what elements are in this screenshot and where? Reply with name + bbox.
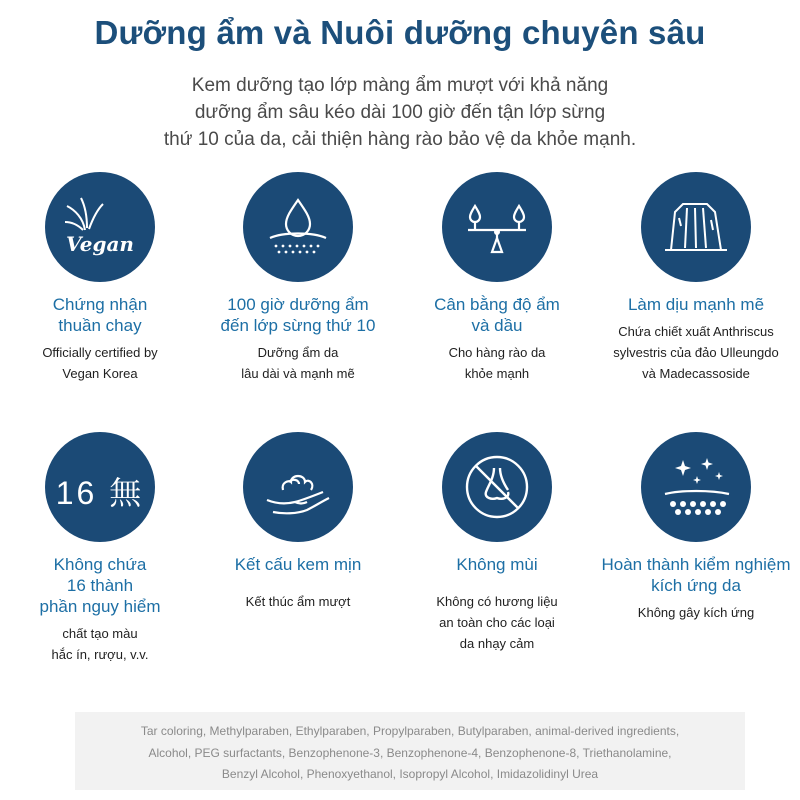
feature-description: Không gây kích ứng — [637, 605, 755, 620]
feature-irritation-tested — [596, 432, 796, 623]
no-fragrance-icon — [442, 432, 552, 542]
page-title: Dưỡng ẩm và Nuôi dưỡng chuyên sâu — [94, 14, 706, 51]
sixteen-free-text: 16 無 — [55, 475, 145, 511]
feature-title: Kết cấu kem mịn — [234, 555, 362, 574]
ingredients-line: Benzyl Alcohol, Phenoxyethanol, Isopropyl Alcohol, Imidazolidinyl Urea — [221, 767, 599, 781]
feature-16-free — [0, 432, 200, 665]
intro-line: dưỡng ẩm sâu kéo dài 100 giờ đến tận lớp sừng — [194, 102, 606, 123]
feature-title: Làm dịu mạnh mẽ — [627, 295, 765, 314]
feature-title: 100 giờ dưỡng ẩm đến lớp sừng thứ 10 — [220, 295, 376, 335]
intro-line: Kem dưỡng tạo lớp màng ẩm mượt với khả năng — [191, 75, 609, 96]
water-drop-icon — [243, 172, 353, 282]
feature-description: chất tạo màu hắc ín, rượu, v.v. — [51, 626, 149, 662]
feature-vegan — [0, 172, 200, 384]
feature-title: Cân bằng độ ẩm và dầu — [434, 295, 560, 335]
ingredients-line: Alcohol, PEG surfactants, Benzophenone-3, Benzophenone-4, Benzophenone-8, Triethanolamine, — [148, 745, 672, 760]
vegan-leaf-icon — [45, 172, 155, 282]
cream-hand-icon — [243, 432, 353, 542]
feature-100h-moisture — [198, 172, 398, 384]
feature-description: Kết thúc ẩm mượt — [245, 594, 351, 609]
feature-title: Không chứa 16 thành phần nguy hiểm — [39, 555, 161, 616]
feature-description: Officially certified by Vegan Korea — [42, 345, 158, 381]
balance-scale-icon — [442, 172, 552, 282]
feature-description: Cho hàng rào da khỏe mạnh — [448, 345, 546, 381]
feature-title: Hoàn thành kiểm nghiệm kích ứng da — [601, 555, 791, 595]
ingredients-list-box — [75, 712, 745, 790]
feature-cream-texture — [198, 432, 398, 612]
waterfall-cliff-icon — [641, 172, 751, 282]
feature-description: Dưỡng ẩm da lâu dài và mạnh mẽ — [241, 345, 355, 381]
vegan-logo-text: Vegan — [66, 232, 134, 256]
intro-line: thứ 10 của da, cải thiện hàng rào bảo vệ da khỏe mạnh. — [163, 129, 637, 150]
intro-paragraph — [90, 72, 710, 153]
feature-description: Không có hương liệu an toàn cho các loại da nhạy cảm — [436, 594, 558, 651]
feature-title: Chứng nhận thuần chay — [52, 295, 148, 335]
ingredients-line: Tar coloring, Methylparaben, Ethylparaben, Propylparaben, Butylparaben, animal-derived ingredients, — [140, 724, 680, 738]
feature-title: Không mùi — [456, 555, 538, 574]
sixteen-free-icon — [45, 432, 155, 542]
sparkle-skin-icon — [641, 432, 751, 542]
feature-soothing — [596, 172, 796, 384]
feature-fragrance-free — [397, 432, 597, 654]
feature-balance — [397, 172, 597, 384]
feature-description: Chứa chiết xuất Anthriscus sylvestris của đảo Ulleungdo và Madecassoside — [613, 324, 779, 381]
ingredients-list — [75, 712, 745, 786]
